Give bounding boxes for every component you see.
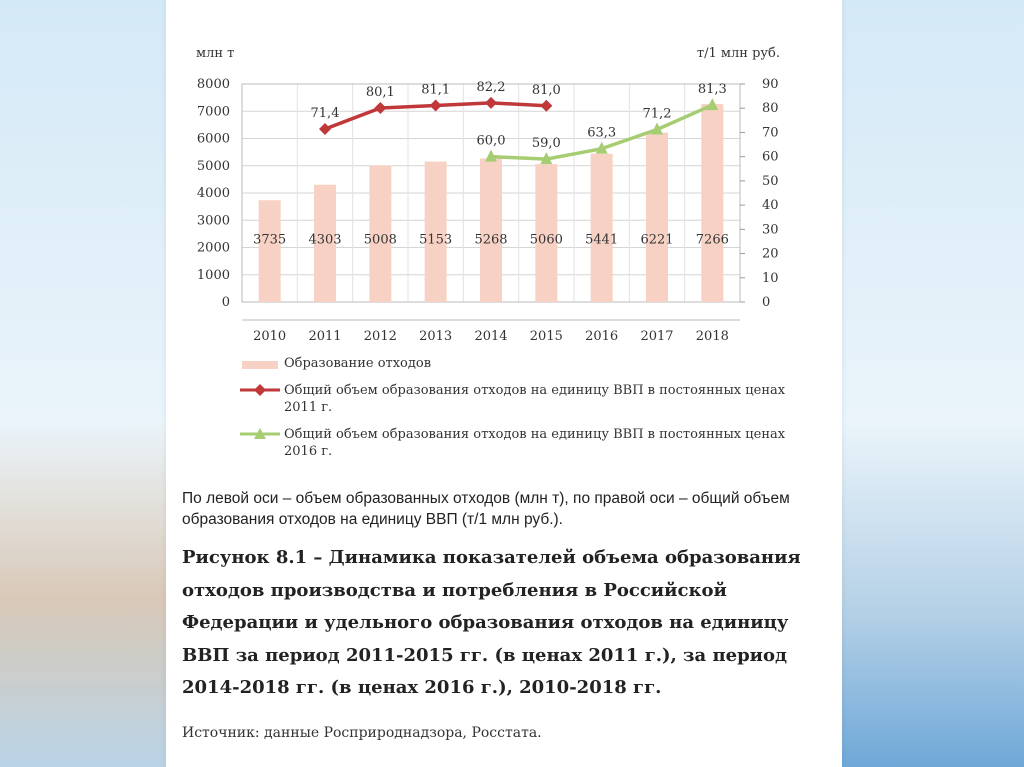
y-left-tick-label: 1000 <box>196 267 230 283</box>
bar <box>480 158 502 302</box>
bar-value-label: 5441 <box>585 232 619 248</box>
y-left-tick-label: 7000 <box>196 104 230 120</box>
legend-item-line-2011 <box>212 382 822 416</box>
y-left-tick-label: 5000 <box>196 158 230 174</box>
document-page <box>166 0 842 767</box>
y-left-tick-label: 3000 <box>196 213 230 229</box>
legend-label-line-2011: Общий объем образования отходов на единицу ВВП в постоянных ценах 2011 г. <box>284 383 786 415</box>
bar-value-labels <box>253 233 729 248</box>
data-point-marker <box>485 97 497 109</box>
y-right-tick-label: 20 <box>762 246 779 262</box>
bar-value-label: 7266 <box>695 232 729 248</box>
bar-value-label: 5008 <box>363 232 397 248</box>
x-tick-label: 2010 <box>253 329 287 344</box>
bar-value-label: 6221 <box>640 232 674 248</box>
legend-label-bars: Образование отходов <box>284 356 432 371</box>
chart-legend <box>212 355 822 470</box>
background-right <box>842 0 1024 767</box>
y-right-tick-label: 40 <box>762 198 779 214</box>
x-tick-label: 2012 <box>363 329 397 344</box>
y-right-tick-label: 0 <box>762 295 771 310</box>
x-tick-label: 2016 <box>585 329 619 344</box>
figure-caption: Рисунок 8.1 – Динамика показателей объема образования отходов производства и потребления в Российской Федерации и удельного образования отходов на единицу ВВП за период 2011-2015 гг. (в ценах 2011 г.), за период 2014-2018 гг. (в ценах 2016 г.), 2010-2018 гг. <box>182 547 801 698</box>
x-tick-label: 2018 <box>695 329 729 344</box>
data-point-marker <box>374 102 386 114</box>
data-point-label: 60,0 <box>476 133 506 149</box>
y-right-tick-label: 50 <box>762 173 779 189</box>
axis-explanation-note: По левой оси – объем образованных отходов (млн т), по правой оси – общий объем образования отходов на единицу ВВП (т/1 млн руб.). <box>182 490 790 528</box>
y-right-tick-label: 90 <box>762 77 779 92</box>
data-point-label: 63,3 <box>587 125 617 141</box>
bar <box>701 104 723 302</box>
bar-value-label: 4303 <box>308 232 342 248</box>
y-right-tick-label: 70 <box>762 125 779 141</box>
data-point-label: 71,4 <box>310 106 340 122</box>
legend-item-bars <box>212 355 822 372</box>
data-point-label: 71,2 <box>642 106 672 122</box>
bar-value-label: 5153 <box>419 232 453 248</box>
combo-chart <box>166 0 842 345</box>
legend-item-line-2016 <box>212 426 822 460</box>
bar <box>646 132 668 302</box>
data-point-label: 81,0 <box>531 82 561 98</box>
data-point-label: 82,2 <box>476 79 506 95</box>
left-axis-unit: млн т <box>196 46 235 61</box>
bar <box>591 154 613 302</box>
y-right-tick-label: 10 <box>762 270 779 286</box>
data-point-marker <box>430 100 442 112</box>
bar <box>259 200 281 302</box>
bar-value-label: 5268 <box>474 232 508 248</box>
data-point-marker <box>319 123 331 135</box>
y-left-tick-label: 2000 <box>196 240 230 256</box>
legend-label-line-2016: Общий объем образования отходов на единицу ВВП в постоянных ценах 2016 г. <box>284 427 786 459</box>
bar-value-label: 3735 <box>253 232 287 248</box>
x-tick-label: 2013 <box>419 329 453 344</box>
y-right-tick-label: 80 <box>762 101 779 117</box>
y-right-tick-label: 60 <box>762 149 779 165</box>
data-point-label: 59,0 <box>531 136 561 152</box>
legend-swatch-line-2016 <box>240 427 280 441</box>
x-tick-label: 2017 <box>640 329 674 344</box>
background-left <box>0 0 166 767</box>
y-right-tick-label: 30 <box>762 222 779 238</box>
y-left-tick-label: 6000 <box>196 131 230 147</box>
data-point-label: 80,1 <box>365 84 395 100</box>
bar-value-label: 5060 <box>529 232 563 248</box>
y-left-tick-label: 4000 <box>196 186 230 201</box>
x-tick-label: 2014 <box>474 329 508 344</box>
right-axis-unit: т/1 млн руб. <box>696 46 780 61</box>
source-note: Источник: данные Росприроднадзора, Росстата. <box>182 725 542 741</box>
x-tick-label: 2015 <box>529 329 563 344</box>
data-point-label: 81,3 <box>697 82 727 98</box>
data-point-marker <box>540 100 552 112</box>
data-point-label: 81,1 <box>421 82 451 98</box>
y-left-tick-label: 8000 <box>196 77 230 92</box>
legend-swatch-line-2011 <box>240 383 280 397</box>
y-left-tick-label: 0 <box>221 295 230 310</box>
x-tick-label: 2011 <box>308 329 342 344</box>
legend-swatch-bars <box>242 361 278 369</box>
